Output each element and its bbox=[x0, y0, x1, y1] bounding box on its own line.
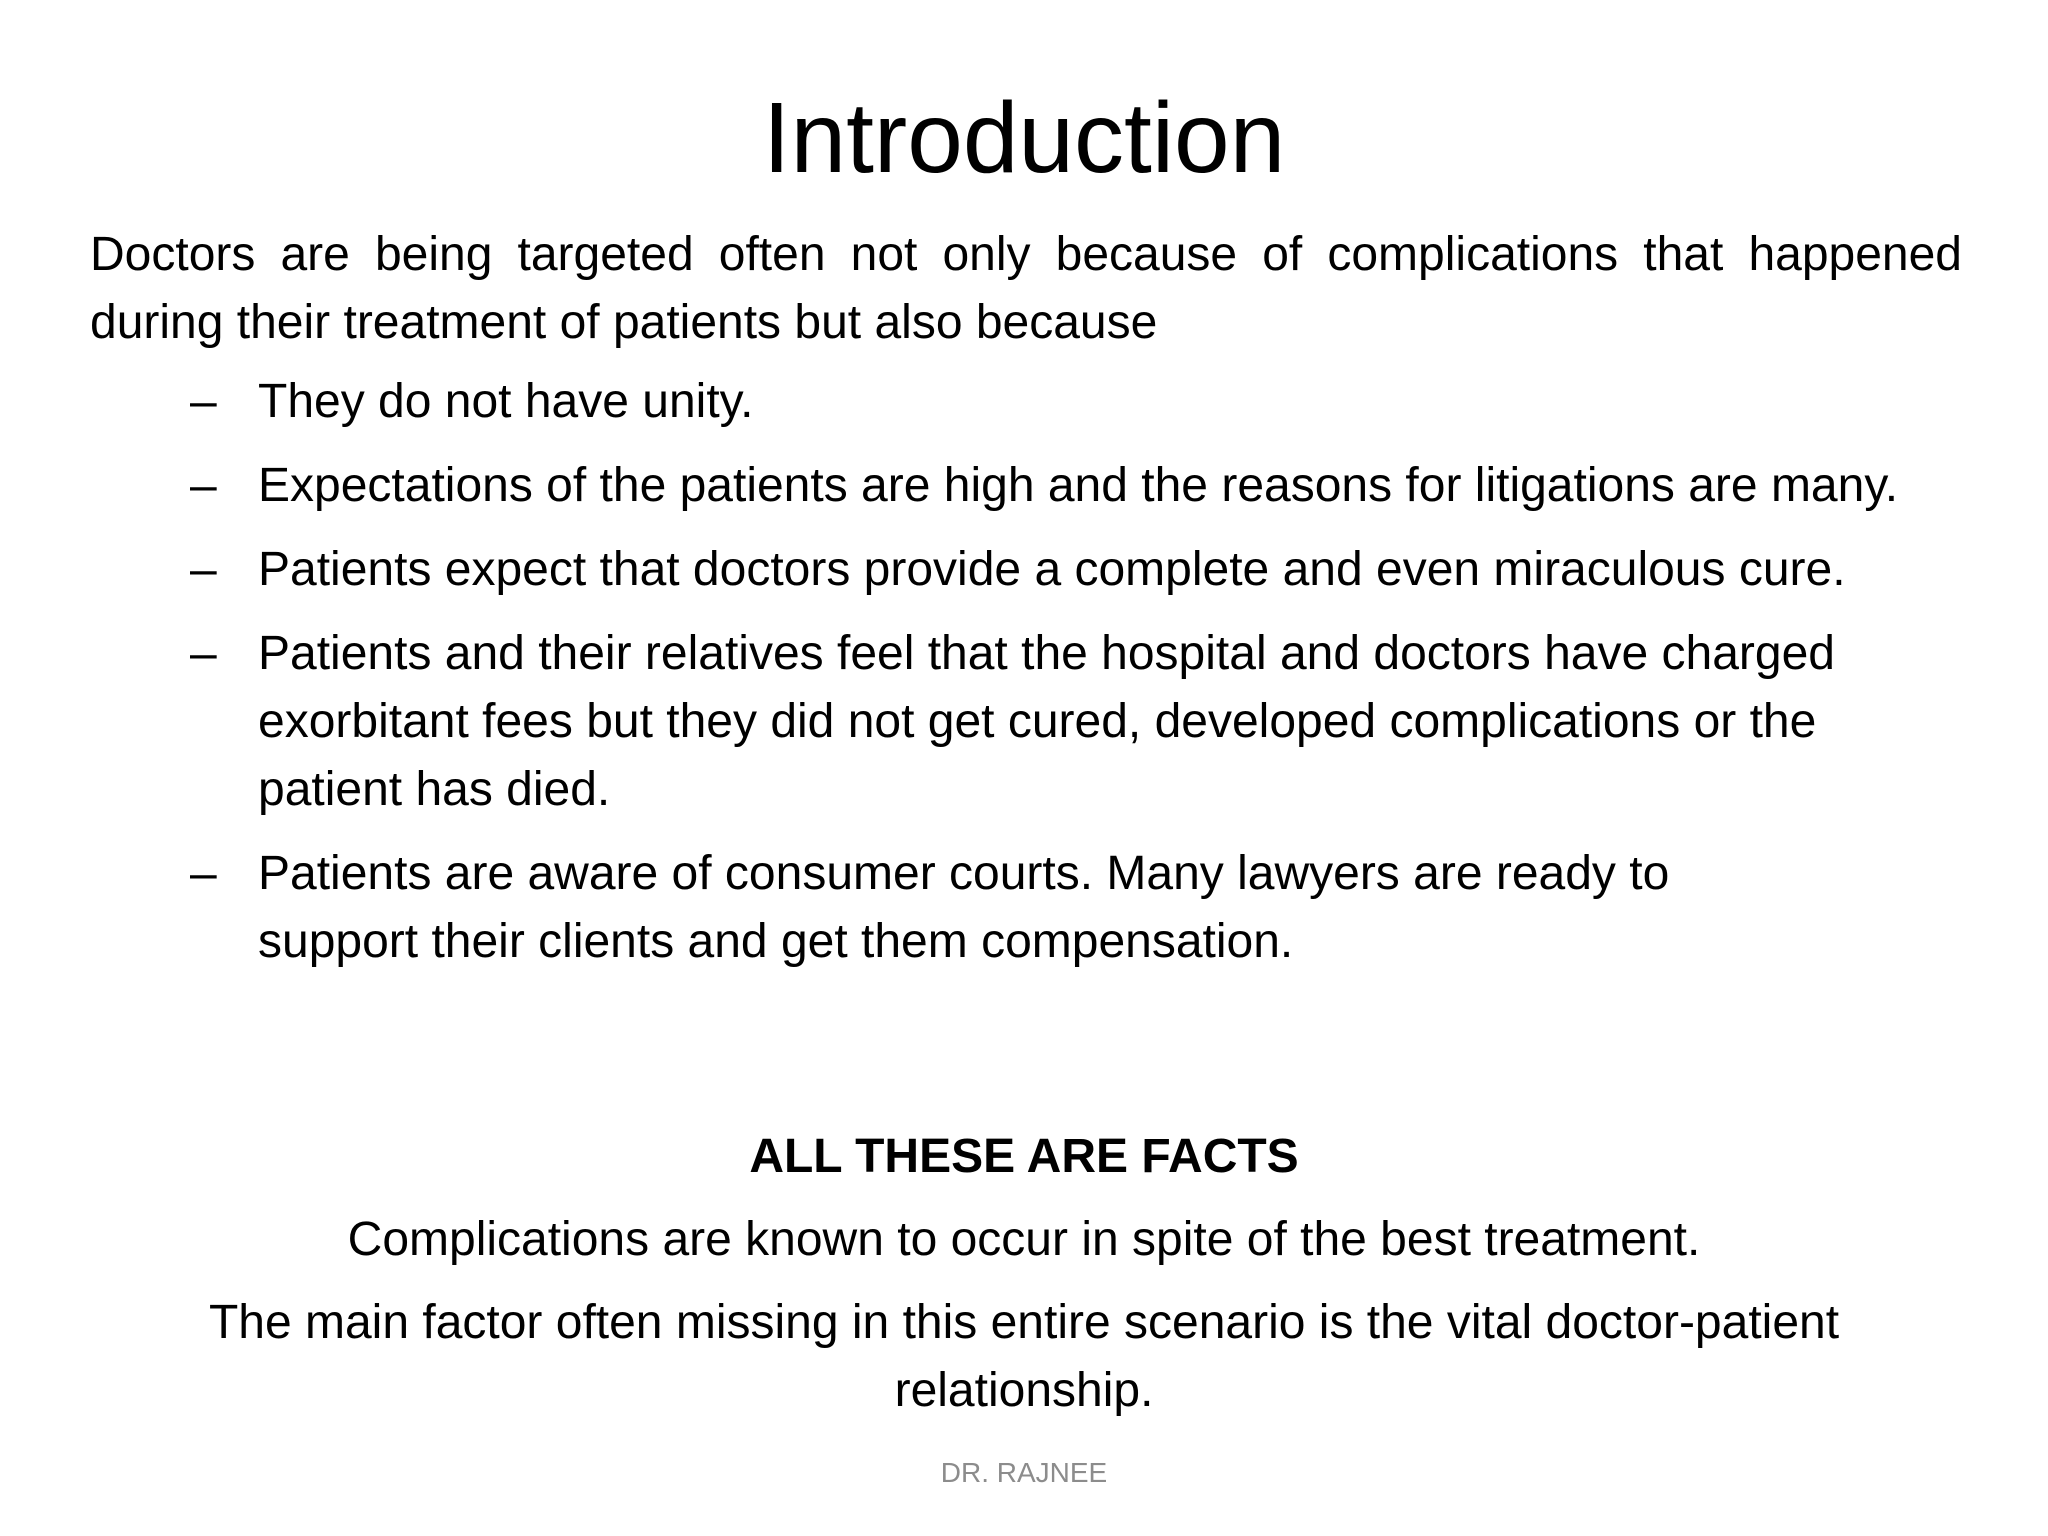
bullet-list bbox=[190, 368, 1950, 992]
bullet-item bbox=[190, 620, 1950, 824]
slide-title: Introduction bbox=[762, 82, 1286, 194]
bullet-item bbox=[190, 536, 1950, 604]
footer-author: DR. RAJNEE bbox=[940, 1457, 1108, 1488]
bullet-item bbox=[190, 368, 1950, 436]
relationship-statement: The main factor often missing in this entire scenario is the vital doctor-patient relationship. bbox=[208, 1296, 1840, 1417]
dash-bullet-icon: – bbox=[190, 847, 217, 900]
bullet-item bbox=[190, 452, 1950, 520]
complications-statement: Complications are known to occur in spite of the best treatment. bbox=[347, 1213, 1701, 1266]
bullet-text: Patients are aware of consumer courts. Many lawyers are ready to support their clients and get them compensation. bbox=[258, 847, 1670, 968]
facts-heading: ALL THESE ARE FACTS bbox=[749, 1130, 1299, 1183]
dash-bullet-icon: – bbox=[190, 459, 217, 512]
bullet-text: Patients expect that doctors provide a complete and even miraculous cure. bbox=[258, 543, 1846, 596]
dash-bullet-icon: – bbox=[190, 543, 217, 596]
bullet-text: Patients and their relatives feel that the hospital and doctors have charged exorbitant fees but they did not get cured, developed complications or the patient has died. bbox=[258, 627, 1835, 816]
dash-bullet-icon: – bbox=[190, 375, 217, 428]
bullet-item bbox=[190, 840, 1950, 976]
dash-bullet-icon: – bbox=[190, 627, 217, 680]
bullet-text: Expectations of the patients are high and the reasons for litigations are many. bbox=[258, 459, 1899, 512]
intro-paragraph: Doctors are being targeted often not only because of complications that happened during their treatment of patients but also because bbox=[90, 228, 1962, 349]
bullet-text: They do not have unity. bbox=[258, 375, 754, 428]
